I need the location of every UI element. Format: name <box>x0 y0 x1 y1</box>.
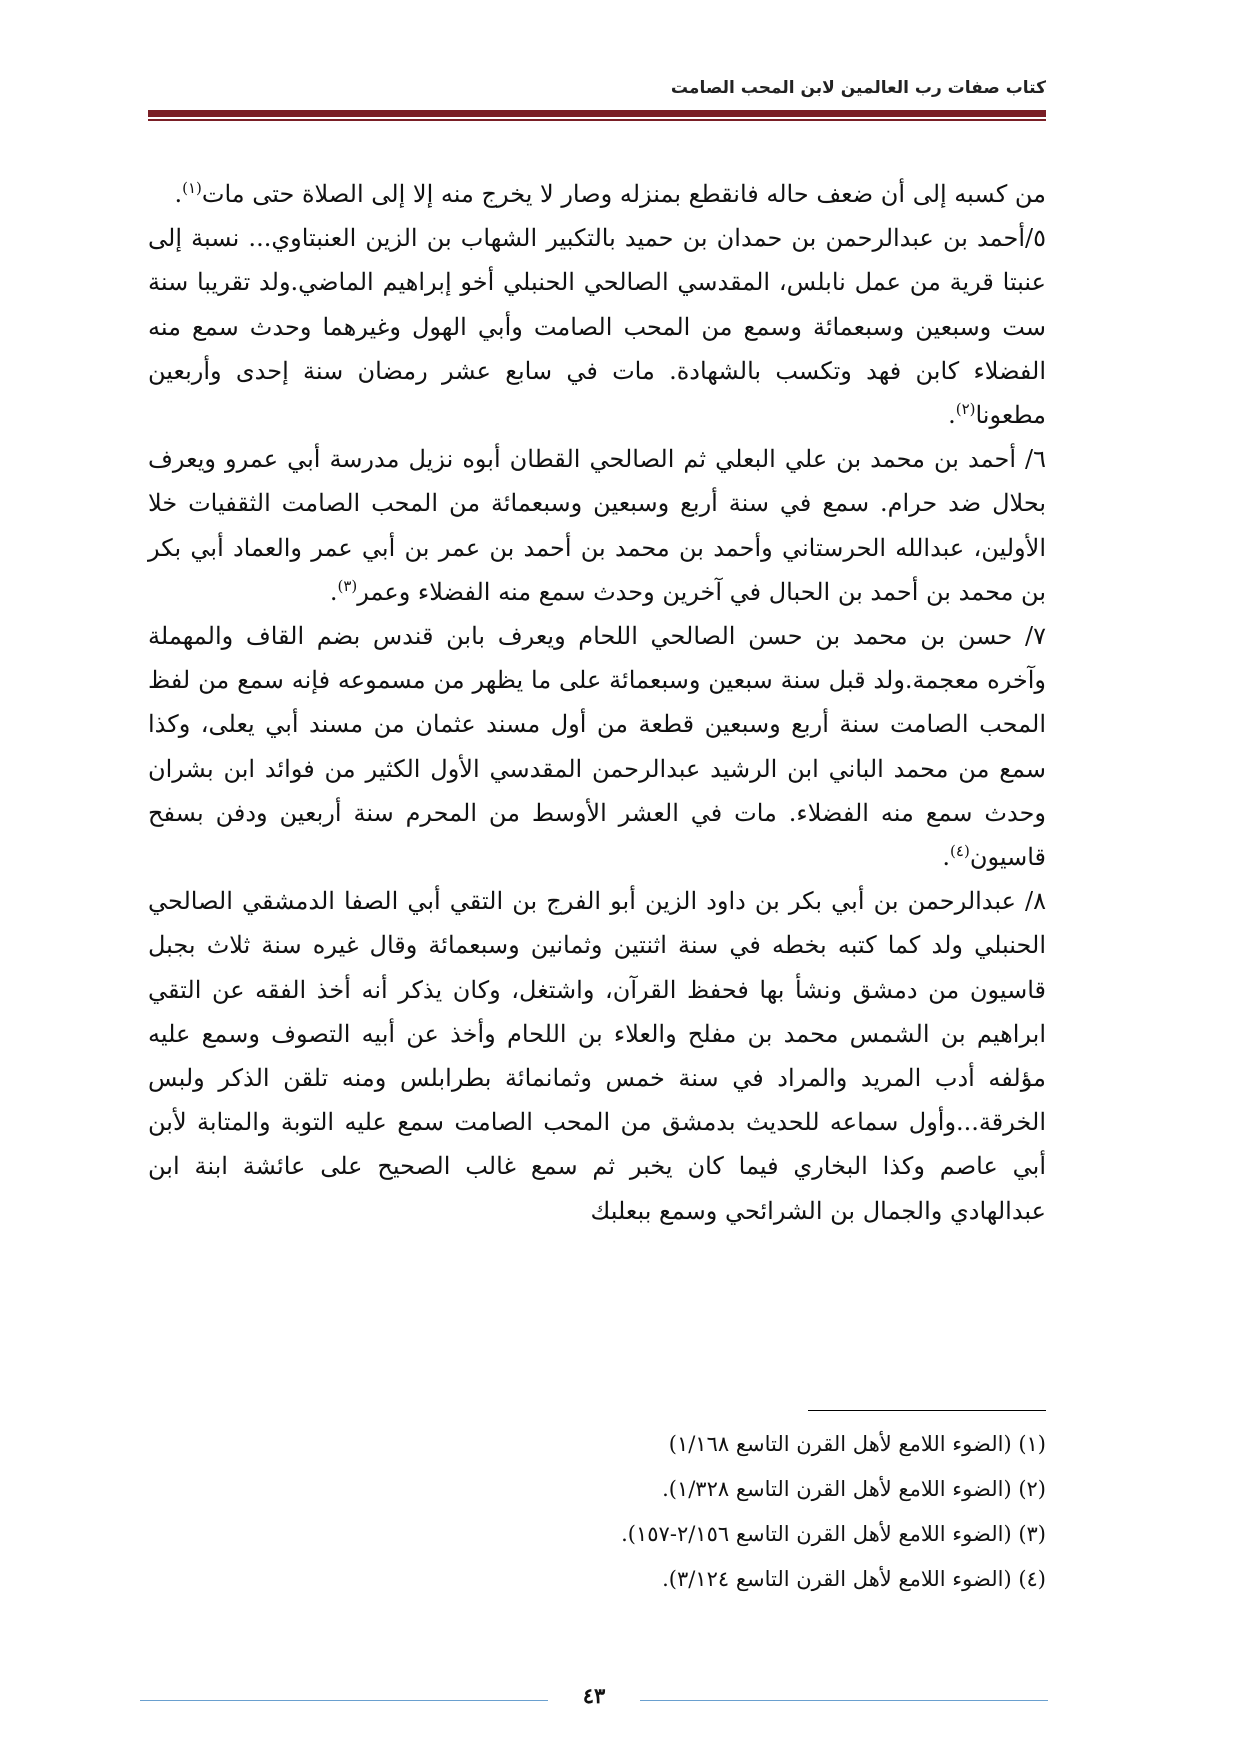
footnote-item: (٢) (الضوء اللامع لأهل القرن التاسع ١/٣٢٨). <box>662 1477 1046 1501</box>
footnotes <box>148 1422 1046 1602</box>
paragraph: ٦/ أحمد بن محمد بن علي البعلي ثم الصالحي القطان أبوه نزيل مدرسة أبي عمرو ويعرف بحلال ضد حرام. سمع في سنة أربع وسبعين وسبعمائة من المحب الصامت الثقفيات خلا الأولين، عبدالله الحرستاني وأحمد بن محمد بن أحمد بن عمر بن أبي عمر والعماد أبي بكر بن محمد بن أحمد بن الحبال في آخرين وحدث سمع منه الفضلاء وعمر$^{(٣)}$. <box>148 445 1046 606</box>
footnote-ref[interactable]: (٤) <box>950 842 970 861</box>
footer-rule-right <box>640 1700 1048 1701</box>
main-text <box>148 172 1046 1233</box>
footnote-ref[interactable]: (١) <box>182 179 202 197</box>
paragraph: من كسبه إلى أن ضعف حاله فانقطع بمنزله وصار لا يخرج منه إلا إلى الصلاة حتى مات$^{(١)}$. <box>174 179 1046 208</box>
footnote-ref[interactable]: (٣) <box>337 576 358 595</box>
footnote-item: (١) (الضوء اللامع لأهل القرن التاسع ١/١٦٨) <box>668 1432 1046 1456</box>
header-rule-thin <box>148 119 1046 121</box>
footer-rule-left <box>140 1700 548 1701</box>
running-header-title: كتاب صفات رب العالمين لابن المحب الصامت <box>670 78 1046 98</box>
footnote-item: (٣) (الضوء اللامع لأهل القرن التاسع ٢/١٥٦-١٥٧). <box>621 1522 1046 1546</box>
footnote-ref[interactable]: (٢) <box>955 400 976 419</box>
paragraph: ٨/ عبدالرحمن بن أبي بكر بن داود الزين أبو الفرج بن التقي أبي الصفا الدمشقي الصالحي الحنبلي ولد كما كتبه بخطه في سنة اثنتين وثمانين وسبعمائة وقال غيره سنة ثلاث بجبل قاسيون من دمشق ونشأ بها فحفظ القرآن، واشتغل، وكان يذكر أنه أخذ الفقه عن التقي ابراهيم بن الشمس محمد بن مفلح والعلاء بن اللحام وأخذ عن أبيه التصوف وسمع عليه مؤلفه أدب المريد والمراد في سنة خمس وثمانمائة بطرابلس ومنه تلقن الذكر ولبس الخرقة...وأول سماعه للحديث بدمشق من المحب الصامت سمع عليه التوبة والمتابة لأبن أبي عاصم وكذا البخاري فيما كان يخبر ثم سمع غالب الصحيح على عائشة ابنة ابن عبدالهادي والجمال بن الشرائحي وسمع ببعلبك <box>148 887 1046 1225</box>
header-rule <box>148 110 1046 117</box>
footnote-item: (٤) (الضوء اللامع لأهل القرن التاسع ٣/١٢٤). <box>662 1567 1046 1591</box>
page-number: ٤٣ <box>582 1683 606 1708</box>
paragraph: ٧/ حسن بن محمد بن حسن الصالحي اللحام ويعرف بابن قندس بضم القاف والمهملة وآخره معجمة.ولد قبل سنة سبعين وسبعمائة على ما يظهر من مسموعه فإنه سمع من لفظ المحب الصامت سنة أربع وسبعين قطعة من أول مسند عثمان من مسند أبي يعلى، وكذا سمع من محمد الباني ابن الرشيد عبدالرحمن المقدسي الأول الكثير من فوائد ابن بشران وحدث سمع منه الفضلاء. مات في العشر الأوسط من المحرم سنة أربعين ودفن بسفح قاسيون$^{(٤)}$. <box>148 622 1047 872</box>
footnote-separator <box>808 1410 1046 1411</box>
paragraph: ٥/أحمد بن عبدالرحمن بن حمدان بن حميد بالتكبير الشهاب بن الزين العنبتاوي... نسبة إلى عنبتا قرية من عمل نابلس، المقدسي الصالحي الحنبلي أخو إبراهيم الماضي.ولد تقريبا سنة ست وسبعين وسبعمائة وسمع من المحب الصامت وأبي الهول وغيرهما وحدث سمع منه الفضلاء كابن فهد وتكسب بالشهادة. مات في سابع عشر رمضان سنة إحدى وأربعين مطعونا$^{(٢)}$. <box>148 224 1046 430</box>
